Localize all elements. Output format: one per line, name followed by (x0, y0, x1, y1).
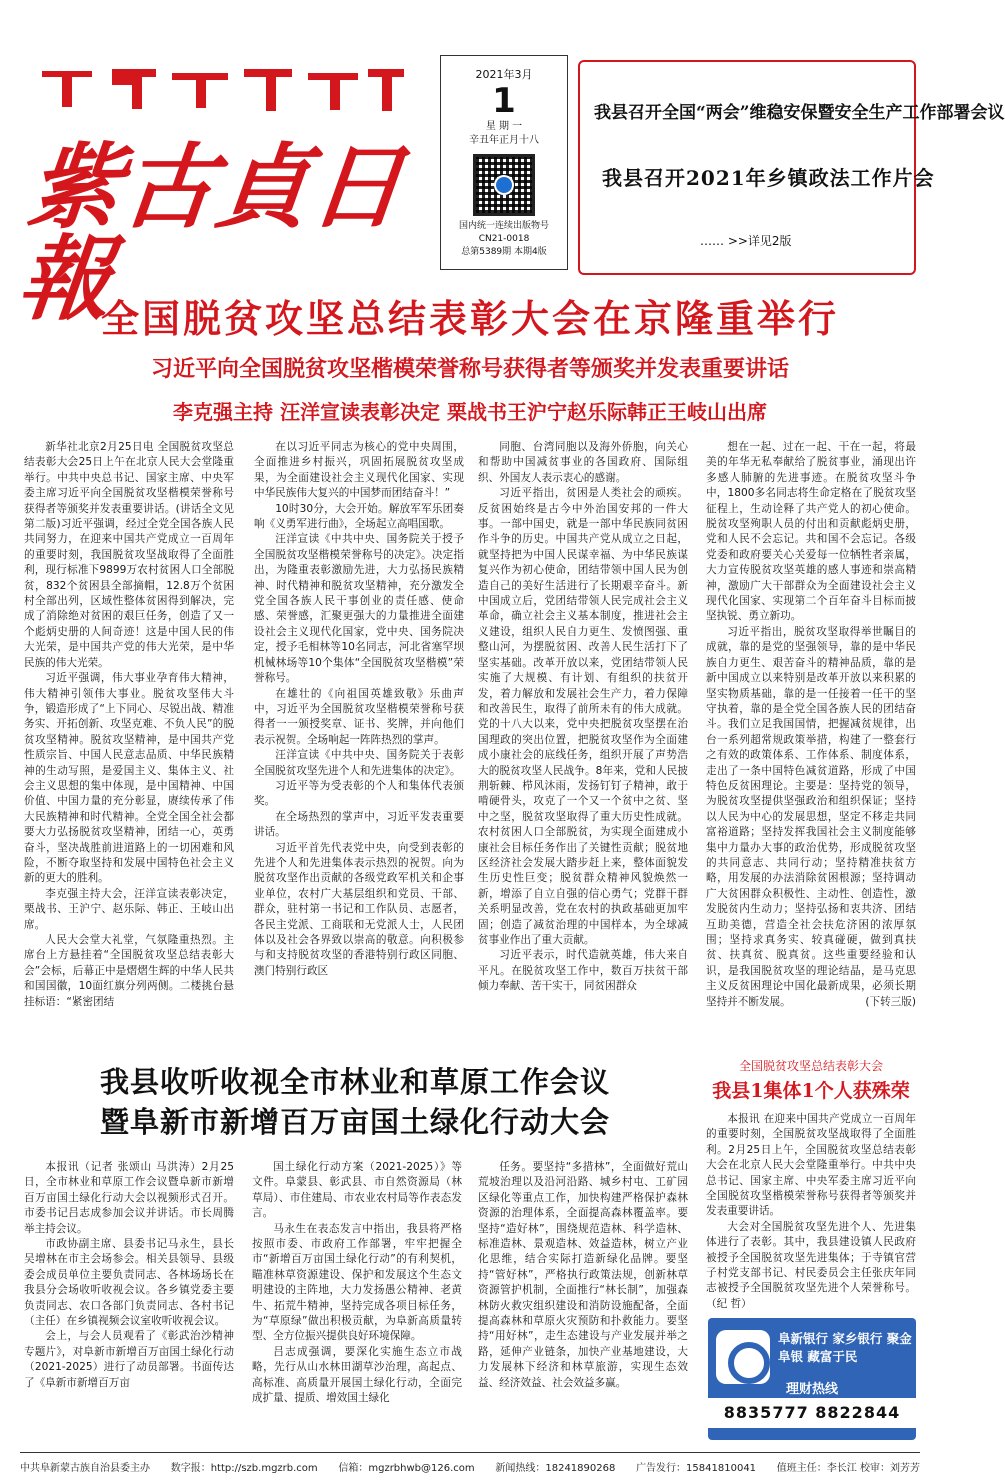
section2-headline-line1: 我县收听收视全市林业和草原工作会议 (99, 1065, 610, 1099)
paragraph: 吕志成强调，要深化实施生态立市战略，先行从山水林田湖草沙治理，高起点、高标准、高质量开展国土绿化行动，全面完成扩量、提质、增效国土绿化 (252, 1345, 462, 1405)
top-news-box (578, 60, 1005, 275)
cn-number: CN21-0018 (478, 234, 530, 244)
lead-headline: 全国脱贫攻坚总结表彰大会在京隆重举行 (100, 297, 839, 341)
lead-column-1 (24, 440, 234, 1042)
qr-code-icon[interactable] (473, 154, 535, 216)
footer-ad-hotline: 广告发行：15841810041 (636, 1463, 757, 1474)
paragraph: 汪洋宣读《中共中央、国务院关于授予全国脱贫攻坚楷模荣誉称号的决定》。决定指出，为隆重表彰激励先进，大力弘扬民族精神、时代精神和脱贫攻坚精神，充分激发全党全国各族人民干事创业的责任感、使命感、荣誉感，汇聚更强大的力量推进全面建设社会主义现代化国家，党中央、国务院决定，授予毛相林等10名同志，河北省塞罕坝机械林场等10个集体“全国脱贫攻坚楷模”荣誉称号。 (254, 533, 464, 685)
paragraph: 同胞、台湾同胞以及海外侨胞，向关心和帮助中国减贫事业的各国政府、国际组织、外国友人表示衷心的感谢。 (478, 441, 688, 484)
paragraph: 习近平指出，贫困是人类社会的顽疾。反贫困始终是古今中外治国安邦的一件大事。一部中国史，就是一部中华民族同贫困作斗争的历史。中国共产党从成立之日起，就坚持把为中国人民谋幸福、为中华民族谋复兴作为初心使命，团结带领中国人民为创造自己的美好生活进行了长期艰辛奋斗。新中国成立后，党团结带领人民完成社会主义革命，确立社会主义基本制度，推进社会主义建设，组织人民自力更生、发愤图强、重整山河，为摆脱贫困、改善人民生活打下了坚实基础。改革开放以来，党团结带领人民实施了大规模、有计划、有组织的扶贫开发，着力解放和发展社会生产力，着力保障和改善民生，取得了前所未有的伟大成就。党的十八大以来，党中央把脱贫攻坚摆在治国理政的突出位置，把脱贫攻坚作为全面建成小康社会的底线任务，组织开展了声势浩大的脱贫攻坚人民战争。8年来，党和人民披荆斩棘、栉风沐雨，发扬钉钉子精神，敢于啃硬骨头，攻克了一个又一个贫中之贫、坚中之坚，脱贫攻坚取得了重大历史性成就。农村贫困人口全部脱贫，为实现全面建成小康社会目标任务作出了关键性贡献；脱贫地区经济社会发展大踏步赶上来，整体面貌发生历史性巨变；脱贫群众精神风貌焕然一新，增添了自立自强的信心勇气；党群干群关系明显改善，党在农村的执政基础更加牢固；创造了减贫治理的中国样本，为全球减贫事业作出了重大贡献。 (478, 487, 688, 946)
hotline-label: 理财热线 (785, 1382, 838, 1397)
continued-on-page-3-link[interactable]: (下转三版) (865, 995, 916, 1008)
footer-news-hotline: 新闻热线：18241890268 (495, 1463, 616, 1474)
top-headline-1[interactable]: 我县召开全国“两会”维稳安保暨安全生产工作部署会议 (594, 103, 1005, 123)
lead-column-4 (706, 440, 916, 1042)
paragraph: 国土绿化行动方案（2021-2025）》等文件。阜蒙县、彰武县、市自然资源局（林草局）、市住建局、市农业农村局等作表态发言。 (252, 1161, 462, 1220)
lead-subtitle-2: 李克强主持 汪洋宣读表彰决定 栗战书王沪宁赵乐际韩正王岐山出席 (173, 400, 767, 424)
paragraph: 在雄壮的《向祖国英雄致敬》乐曲声中，习近平为全国脱贫攻坚楷模荣誉称号获得者一一颁授奖章、证书、奖牌，并向他们表示祝贺。全场响起一阵阵热烈的掌声。 (254, 687, 464, 746)
paragraph: 在全场热烈的掌声中，习近平发表重要讲话。 (254, 810, 464, 839)
paragraph: 习近平强调，伟大事业孕育伟大精神，伟大精神引领伟大事业。脱贫攻坚伟大斗争，锻造形成了“上下同心、尽锐出战、精准务实、开拓创新、攻坚克难、不负人民”的脱贫攻坚精神。脱贫攻坚精神，是中国共产党性质宗旨、中国人民意志品质、中华民族精神的生动写照，是爱国主义、集体主义、社会主义思想的集中体现，是中国精神、中国价值、中国力量的充分彰显，赓续传承了伟大民族精神和时代精神。全党全国全社会都要大力弘扬脱贫攻坚精神，团结一心，英勇奋斗，坚决战胜前进道路上的一切困难和风险，不断夺取坚持和发展中国特色社会主义新的更大的胜利。 (24, 672, 234, 885)
issue-total-number: 总第5389期 本期4版 (461, 247, 547, 257)
paragraph: 10时30分，大会开始。解放军军乐团奏响《义勇军进行曲》，全场起立高唱国歌。 (254, 502, 464, 531)
paragraph: 习近平表示，时代造就英雄，伟大来自平凡。在脱贫攻坚工作中，数百万扶贫干部倾力奉献、苦干实干，同贫困群众 (478, 949, 688, 993)
bank-logo-icon (716, 1330, 770, 1384)
paragraph: 马永生在表态发言中指出，我县将严格按照市委、市政府工作部署，牢牢把握全市“新增百万亩国土绿化行动”的有利契机，瞄准林草资源建设、保护和发展这个生态文明建设的主阵地，大力发扬愚公精神、老黄牛、拓荒牛精神，坚持完成各项目标任务，为“草原绿”做出积极贡献，为阜新高质量转型、全方位振兴提供良好环境保障。 (252, 1222, 462, 1343)
paragraph: 市政协副主席、县委书记马永生，县长吴增林在市主会场参会。相关县领导、县级委会成员单位主要负责同志、各林场场长在我县分会场收听收视会议。各乡镇党委主要负责同志、农口各部门负责同志、各村书记（主任）在乡镇视频会议室收听收视会议。 (24, 1238, 234, 1328)
lead-column-2 (254, 440, 464, 1042)
bank-advertisement[interactable] (708, 1318, 916, 1440)
paragraph: 习近平首先代表党中央，向受到表彰的先进个人和先进集体表示热烈的祝贺。向为脱贫攻坚作出贡献的各级党政军机关和企事业单位，农村广大基层组织和党员、干部、群众，驻村第一书记和工作队员、志愿者，各民主党派、工商联和无党派人士，人民团体以及社会各界致以崇高的敬意。向积极参与和支持脱贫攻坚的香港特别行政区同胞、澳门特别行政区 (254, 841, 464, 977)
paragraph: 在以习近平同志为核心的党中央周围，全面推进乡村振兴，巩固拓展脱贫攻坚成果，为全面建设社会主义现代化国家、实现中华民族伟大复兴的中国梦而团结奋斗！” (254, 441, 464, 500)
paragraph: 任务。要坚持“多措林”，全面做好荒山荒坡治理以及沿河沿路、城乡村屯、工矿园区绿化等重点工作，加快构建严格保护森林资源的治理体系，全面提高森林覆盖率。要坚持“造好林”，围绕规范造林、科学造林、标准造林、景观造林、效益造林，树立产业化思维，结合实际打造新绿化品牌。要坚持“管好林”，严格执行政策法规，创新林草资源管护机制，全面推行“林长制”，加强森林防火救灾组织建设和消防设施配备，全面提高森林和草原火灾预防和扑救能力。要坚持“用好林”，走生态建设与产业发展并举之路，延伸产业链条，加快产业基地建设，大力发展林下经济和林草旅游，实现生态效益、经济效益、社会效益多赢。 (478, 1161, 688, 1389)
issue-lunar-date: 辛丑年正月十八 (469, 135, 539, 146)
hotline-numbers: 8835777 8822844 (708, 1398, 916, 1428)
see-page-2-link[interactable]: …… >>详见2版 (700, 234, 792, 248)
issue-year-month: 2021年3月 (475, 68, 533, 81)
footer-editor: 值班主任：李长江 校审：刘芳芳 (776, 1463, 920, 1474)
footer (20, 1452, 920, 1474)
paragraph: 习近平等为受表彰的个人和集体代表颁奖。 (254, 779, 464, 808)
section2-column-1 (24, 1160, 234, 1442)
paragraph (706, 625, 916, 1010)
issue-weekday: 星 期 一 (485, 121, 523, 132)
lead-subtitle-1: 习近平向全国脱贫攻坚楷模荣誉称号获得者等颁奖并发表重要讲话 (150, 357, 789, 382)
sidebar-column (706, 1112, 916, 1312)
section2-column-3 (478, 1160, 688, 1442)
issue-info-box (440, 55, 568, 270)
footer-digital-link[interactable]: 数字报：http://szb.mgzrb.com (170, 1463, 318, 1474)
top-headline-2[interactable]: 我县召开2021年乡镇政法工作片会 (602, 166, 935, 190)
sidebar-headline: 我县1集体1个人获殊荣 (712, 1080, 910, 1102)
mongolian-script-logo-icon (32, 61, 412, 121)
bank-slogan: 阜新银行 家乡银行 聚金阜银 藏富于民 (778, 1331, 912, 1364)
paragraph-text: 习近平指出，脱贫攻坚取得举世瞩目的成就，靠的是党的坚强领导，靠的是中华民族自力更生、艰苦奋斗的精神品质，靠的是新中国成立以来特别是改革开放以来积累的坚实物质基础，靠的是一任接着一任干的坚守执着，靠的是全党全国各族人民的团结奋斗。我们立足我国国情，把握减贫规律，出台一系列超常规政策举措，构建了一整套行之有效的政策体系、工作体系、制度体系，走出了一条中国特色减贫道路，形成了中国特色反贫困理论。主要是：坚持党的领导，为脱贫攻坚提供坚强政治和组织保证；坚持以人民为中心的发展思想，坚定不移走共同富裕道路；坚持发挥我国社会主义制度能够集中力量办大事的政治优势，形成脱贫攻坚的共同意志、共同行动；坚持精准扶贫方略，用发展的办法消除贫困根源；坚持调动广大贫困群众积极性、主动性、创造性，激发脱贫内生动力；坚持弘扬和衷共济、团结互助美德，营造全社会扶危济困的浓厚氛围；坚持求真务实、较真碰硬，做到真扶贫、扶真贫、脱真贫。这些重要经验和认识，是我国脱贫攻坚的理论结晶，是马克思主义反贫困理论中国化最新成果，必须长期坚持并不断发展。 (706, 625, 916, 1008)
section2-headline-line2: 暨阜新市新增百万亩国土绿化行动大会 (99, 1105, 610, 1139)
sidebar-kicker: 全国脱贫攻坚总结表彰大会 (738, 1059, 883, 1073)
paragraph: 人民大会堂大礼堂，气氛隆重热烈。主席台上方悬挂着“全国脱贫攻坚总结表彰大会”会标，后幕正中是熠熠生辉的中华人民共和国国徽，10面红旗分列两侧。二楼挑台悬挂标语：“紧密团结 (24, 934, 234, 1008)
paragraph: 新华社北京2月25日电 全国脱贫攻坚总结表彰大会25日上午在北京人民大会堂隆重举行。中共中央总书记、国家主席、中央军委主席习近平向全国脱贫攻坚楷模荣誉称号获得者等颁奖并发表重要讲话。(讲话全文见第二版)习近平强调，经过全党全国各族人民共同努力，在迎来中国共产党成立一百周年的重要时刻，我国脱贫攻坚战取得了全面胜利，现行标准下9899万农村贫困人口全部脱贫，832个贫困县全部摘帽，12.8万个贫困村全部出列，区域性整体贫困得到解决，完成了消除绝对贫困的艰巨任务，创造了又一个彪炳史册的人间奇迹！这是中国人民的伟大光荣，是中国共产党的伟大光荣，是中华民族的伟大光荣。 (24, 441, 234, 669)
masthead (13, 55, 420, 333)
newspaper-name: 紫古貞日報 (13, 133, 411, 333)
paragraph: 汪洋宣读《中共中央、国务院关于表彰全国脱贫攻坚先进个人和先进集体的决定》。 (254, 749, 464, 777)
paragraph: 李克强主持大会，汪洋宣读表彰决定，栗战书、王沪宁、赵乐际、韩正、王岐山出席。 (24, 887, 234, 931)
lead-column-3 (478, 440, 688, 1042)
issue-day: 1 (492, 81, 516, 121)
paragraph: 想在一起、过在一起、干在一起，将最美的年华无私奉献给了脱贫事业，涌现出许多感人肺腑的先进事迹。在脱贫攻坚斗争中，1800多名同志将生命定格在了脱贫攻坚征程上，生动诠释了共产党人的初心使命。脱贫攻坚殉职人员的付出和贡献彪炳史册，党和人民不会忘记。共和国不会忘记。各级党委和政府要关心关爱每一位牺牲者亲属，大力宣传脱贫攻坚英雄的感人事迹和崇高精神，激励广大干部群众为全面建设社会主义现代化国家、实现第二个百年奋斗目标而披坚执锐、勇立新功。 (706, 441, 916, 623)
paragraph: 会上，与会人员观看了《彰武治沙精神专题片》，对阜新市新增百万亩国土绿化行动（2021-2025）进行了动员部署。书面传达了《阜新市新增百万亩 (24, 1330, 234, 1389)
paragraph: 本报讯（记者 张颂山 马洪涛）2月25日，全市林业和草原工作会议暨阜新市新增百万亩国土绿化行动大会以视频形式召开。市委书记吕志成参加会议并讲话。市长周腾举主持会议。 (24, 1161, 234, 1235)
paragraph: 本报讯 在迎来中国共产党成立一百周年的重要时刻，全国脱贫攻坚战取得了全面胜利。2月25日上午，全国脱贫攻坚总结表彰大会在北京人民大会堂隆重举行。中共中央总书记、国家主席、中央军委主席习近平向全国脱贫攻坚楷模荣誉称号获得者等颁奖并发表重要讲话。 (706, 1113, 916, 1218)
paragraph: 大会对全国脱贫攻坚先进个人、先进集体进行了表彰。其中，我县建设镇人民政府被授予全国脱贫攻坚先进集体；于寺镇官营子村党支部书记、村民委员会主任张庆年同志被授予全国脱贫攻坚先进个人荣誉称号。（纪 哲） (706, 1220, 916, 1310)
footer-email[interactable]: 信箱：mgzrbhwb@126.com (338, 1463, 475, 1474)
footer-publisher: 中共阜新蒙古族自治县委主办 (20, 1463, 150, 1474)
section2-column-2 (252, 1160, 462, 1442)
publication-number-label: 国内统一连续出版物号 (458, 221, 549, 231)
